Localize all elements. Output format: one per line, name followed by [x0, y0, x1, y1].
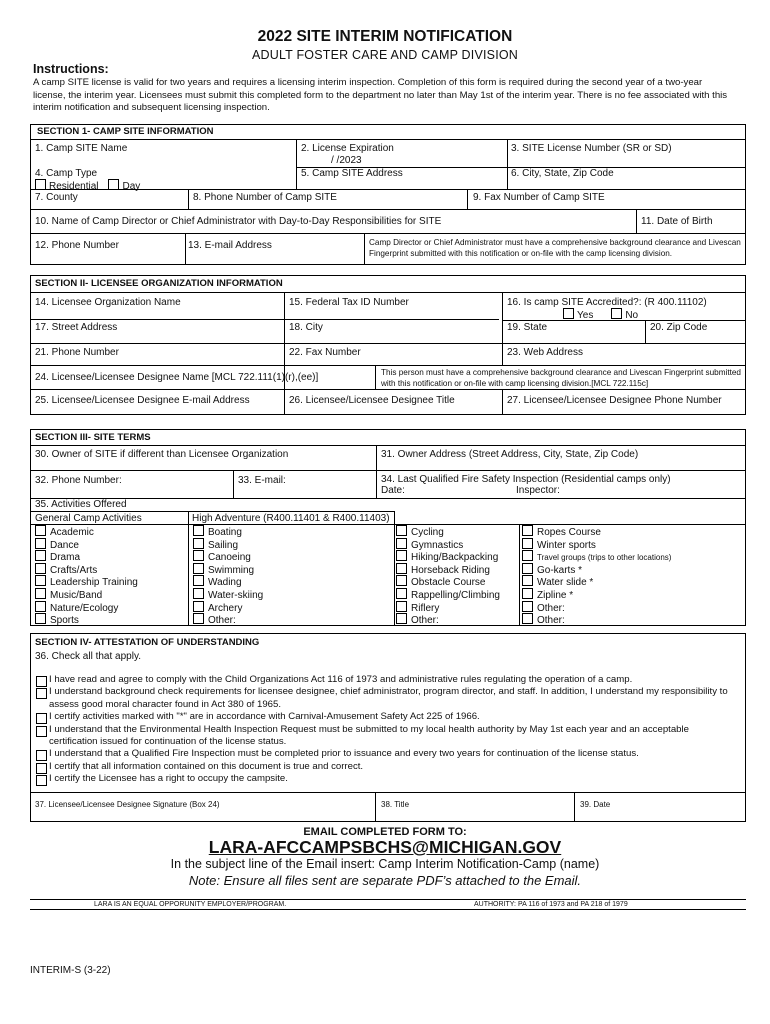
activity-item [193, 550, 263, 563]
activity-label: Ropes Course [537, 527, 601, 538]
activity-label: Gymnastics [411, 539, 464, 551]
section-2-title: SECTION II- LICENSEE ORGANIZATION INFORMATION [35, 278, 283, 289]
activity-item [35, 588, 138, 601]
activity-item [193, 525, 263, 538]
activity-checkbox[interactable] [193, 588, 204, 599]
license-expiration-field[interactable]: 2. License Expiration [301, 143, 394, 154]
site-phone-field[interactable]: 32. Phone Number: [35, 475, 122, 486]
no-label: No [625, 310, 639, 321]
attestation-item [36, 711, 736, 723]
activity-label: Nature/Ecology [50, 602, 119, 614]
activities-column-2 [193, 525, 263, 626]
section-4 [30, 633, 746, 822]
activity-item [396, 525, 500, 538]
activity-checkbox[interactable] [522, 588, 533, 599]
activity-item [193, 588, 263, 601]
accredited-label: 16. Is camp SITE Accredited?: (R 400.11102) [507, 297, 707, 308]
attestation-item [36, 748, 736, 760]
activity-item [35, 601, 138, 614]
activity-checkbox[interactable] [193, 563, 204, 574]
activity-label: Other: [537, 602, 565, 614]
designee-email-field[interactable]: 25. Licensee/Licensee Designee E-mail Address [35, 395, 250, 406]
activity-checkbox[interactable] [522, 563, 533, 574]
activity-checkbox[interactable] [522, 525, 533, 536]
attestation-item [36, 773, 736, 785]
section-4-title: SECTION IV- ATTESTATION OF UNDERSTANDING [35, 637, 260, 648]
day-label: Day [122, 181, 141, 192]
camp-site-address-field[interactable]: 5. Camp SITE Address [301, 168, 403, 179]
activity-item [193, 538, 263, 551]
fire-inspector-field[interactable]: Inspector: [516, 485, 560, 496]
email-note: Note: Ensure all files sent are separate PDF’s attached to the Email. [188, 873, 582, 888]
phone-camp-site-field[interactable]: 8. Phone Number of Camp SITE [193, 192, 337, 203]
attestation-checkbox[interactable] [36, 676, 47, 687]
org-phone-field[interactable]: 21. Phone Number [35, 347, 119, 358]
camp-type-label: 4. Camp Type [35, 168, 98, 179]
activity-checkbox[interactable] [193, 550, 204, 561]
activity-label: Water slide * [537, 577, 594, 589]
activity-label: Archery [208, 602, 243, 614]
zip-field[interactable]: 20. Zip Code [650, 322, 708, 333]
phone-number-field[interactable]: 12. Phone Number [35, 240, 119, 251]
activity-label: Horseback Riding [411, 564, 490, 576]
attestation-item [36, 686, 736, 711]
attestation-text: I understand background check requirements for licensee designee, chief administrator, program director, and staff. In addition, I understand my responsibility to assess good moral character found in Act 380 of 1965. [49, 686, 728, 710]
attestation-checkbox[interactable] [36, 775, 47, 786]
form-subtitle: ADULT FOSTER CARE AND CAMP DIVISION [251, 48, 519, 62]
activity-checkbox[interactable] [396, 575, 407, 586]
attestation-checkbox[interactable] [36, 726, 47, 737]
fax-camp-site-field[interactable]: 9. Fax Number of Camp SITE [473, 192, 605, 203]
activity-item [396, 563, 500, 576]
equal-opportunity-text: LARA IS AN EQUAL OPPORUNITY EMPLOYER/PROGRAM. [94, 901, 287, 908]
city-field[interactable]: 18. City [289, 322, 323, 333]
director-clearance-note: Camp Director or Chief Administrator must have a comprehensive background clearance and Livescan Fingerprint submitted with this notification or on-file with the camp licensing division. [369, 238, 741, 258]
activity-label: Cycling [411, 527, 444, 538]
attestation-item [36, 674, 736, 686]
email-heading: EMAIL COMPLETED FORM TO: [303, 826, 467, 838]
activity-label: Crafts/Arts [50, 564, 98, 576]
activity-checkbox[interactable] [35, 588, 46, 599]
instructions-heading: Instructions: [33, 62, 109, 76]
email-subject-instruction: In the subject line of the Email insert: Camp Interim Notification-Camp (name) [170, 857, 600, 871]
activity-label: Boating [208, 527, 242, 538]
activity-label: Drama [50, 552, 81, 564]
activity-label: Academic [50, 527, 94, 538]
email-address-field[interactable]: 13. E-mail Address [188, 240, 272, 251]
org-fax-field[interactable]: 22. Fax Number [289, 347, 361, 358]
activities-column-4 [522, 525, 671, 626]
activity-label: Riflery [411, 602, 440, 614]
attestation-text: I understand that the Environmental Health Inspection Request must be submitted to my local health authority by May 1st each year and an acceptable certification issued for continuation of the license status. [49, 723, 689, 748]
activity-item [193, 563, 263, 576]
activity-label: Rappelling/Climbing [411, 589, 500, 601]
site-email-field[interactable]: 33. E-mail: [238, 475, 286, 486]
activity-checkbox[interactable] [396, 601, 407, 612]
attestation-item [36, 761, 736, 773]
signature-date-field[interactable]: 39. Date [580, 800, 611, 809]
activity-label: Hiking/Backpacking [411, 552, 499, 564]
activity-item [396, 538, 500, 551]
activity-label: Travel groups (trips to other locations) [537, 553, 672, 563]
fire-inspection-label: 34. Last Qualified Fire Safety Inspection (Residential camps only) [381, 474, 671, 485]
yes-label: Yes [577, 310, 594, 321]
activity-label: Winter sports [537, 539, 596, 551]
attestation-text: I certify activities marked with "*" are in accordance with Carnival-Amusement Safety Act 225 of 1966. [49, 711, 480, 723]
general-activities-heading: General Camp Activities [35, 513, 142, 524]
signature-title-field[interactable]: 38. Title [381, 800, 410, 809]
license-expiration-value: / /2023 [331, 155, 362, 166]
activity-item [396, 588, 500, 601]
activity-checkbox[interactable] [193, 525, 204, 536]
activity-item [193, 613, 263, 626]
activity-checkbox[interactable] [35, 538, 46, 549]
activity-item [522, 538, 671, 551]
form-id: INTERIM-S (3-22) [30, 965, 111, 976]
activity-checkbox[interactable] [522, 538, 533, 549]
designee-clearance-note: This person must have a comprehensive background clearance and Livescan Fingerprint submitted with this notification or on-file with camp licensing division.[MCL 722.115c] [381, 368, 741, 388]
activity-label: Go-karts * [537, 564, 583, 576]
accredited-no-checkbox[interactable] [611, 308, 622, 319]
activity-item [522, 575, 671, 588]
activity-label: Sports [50, 615, 79, 627]
activity-item [522, 588, 671, 601]
tax-id-field[interactable]: 15. Federal Tax ID Number [289, 297, 409, 308]
activity-label: Music/Band [50, 589, 103, 601]
accredited-yes-checkbox[interactable] [563, 308, 574, 319]
activity-checkbox[interactable] [35, 613, 46, 624]
activity-item [396, 613, 500, 626]
attestation-text: I understand that a Qualified Fire Inspection must be completed prior to issuance and every two years for continuation of the license status. [49, 748, 639, 760]
activity-checkbox[interactable] [396, 538, 407, 549]
designee-title-field[interactable]: 26. Licensee/Licensee Designee Title [289, 395, 455, 406]
activity-item [35, 563, 138, 576]
activity-checkbox[interactable] [35, 563, 46, 574]
section-3 [30, 429, 746, 626]
activity-item [396, 601, 500, 614]
activity-label: Water-skiing [208, 589, 264, 601]
activity-item [396, 575, 500, 588]
activity-item [35, 550, 138, 563]
activity-label: Swimming [208, 564, 255, 576]
activity-item [35, 613, 138, 626]
activity-checkbox[interactable] [193, 575, 204, 586]
form-title: 2022 SITE INTERIM NOTIFICATION [257, 28, 513, 45]
activity-checkbox[interactable] [522, 613, 533, 624]
county-field[interactable]: 7. County [35, 192, 78, 203]
signature-field[interactable]: 37. Licensee/Licensee Designee Signature (Box 24) [35, 800, 220, 809]
activity-item [35, 525, 138, 538]
attestation-checkbox[interactable] [36, 763, 47, 774]
attestation-checkbox[interactable] [36, 750, 47, 761]
activity-label: Wading [208, 577, 242, 589]
attestation-text: I have read and agree to comply with the Child Organizations Act 116 of 1973 and administrative rules regulating the operation of a camp. [49, 674, 633, 685]
activity-item [522, 613, 671, 626]
activity-checkbox[interactable] [522, 550, 533, 561]
activity-label: Other: [411, 615, 439, 627]
activity-item [396, 550, 500, 563]
activity-checkbox[interactable] [396, 563, 407, 574]
authority-text: AUTHORITY: PA 116 of 1973 and PA 218 of 1979 [474, 901, 628, 908]
owner-field[interactable]: 30. Owner of SITE if different than Licensee Organization [35, 449, 289, 460]
activity-item [522, 525, 671, 538]
activity-label: Other: [208, 615, 236, 627]
fire-inspection-date-field[interactable]: Date: [381, 485, 405, 496]
activity-label: Leadership Training [50, 577, 138, 589]
city-state-zip-field[interactable]: 6. City, State, Zip Code [511, 168, 614, 179]
activity-checkbox[interactable] [396, 525, 407, 536]
attestation-checkbox[interactable] [36, 688, 47, 699]
section-2 [30, 275, 746, 415]
activity-item [522, 563, 671, 576]
activities-column-1 [35, 525, 138, 626]
activity-label: Other: [537, 615, 565, 627]
activity-checkbox[interactable] [193, 538, 204, 549]
section-3-title: SECTION III- SITE TERMS [35, 432, 151, 443]
activity-label: Sailing [208, 539, 239, 551]
activity-item [193, 601, 263, 614]
email-link[interactable]: LARA-AFCCAMPSBCHS@MICHIGAN.GOV [208, 837, 562, 857]
activities-offered-label: 35. Activities Offered [35, 499, 127, 510]
check-all-label: 36. Check all that apply. [35, 651, 141, 662]
instructions-text: A camp SITE license is valid for two years and requires a licensing interim inspection. Completion of this form is required during the second year of a two-year license, the interim year. Licensees must submit this completed form to the department no later than May 1st of the interim year. There is no fee associated with this interim notification and subsequent licensing inspection. [33, 77, 728, 114]
activities-column-3 [396, 525, 500, 626]
activity-item [35, 575, 138, 588]
residential-label: Residential [49, 181, 99, 192]
designee-phone-field[interactable]: 27. Licensee/Licensee Designee Phone Number [507, 395, 722, 406]
activity-checkbox[interactable] [35, 525, 46, 536]
activity-checkbox[interactable] [396, 588, 407, 599]
street-address-field[interactable]: 17. Street Address [35, 322, 118, 333]
activity-checkbox[interactable] [193, 601, 204, 612]
activity-checkbox[interactable] [522, 575, 533, 586]
activity-label: Canoeing [208, 552, 251, 564]
activity-checkbox[interactable] [396, 613, 407, 624]
activity-checkbox[interactable] [522, 601, 533, 612]
footer-bar [30, 899, 746, 910]
high-adventure-heading: High Adventure (R400.11401 & R400.11403) [192, 513, 390, 524]
activity-item [522, 550, 671, 563]
attestation-text: I certify that all information contained on this document is true and correct. [49, 760, 364, 772]
web-address-field[interactable]: 23. Web Address [507, 347, 583, 358]
date-of-birth-field[interactable]: 11. Date of Birth [641, 216, 713, 227]
attestation-text: I certify the Licensee has a right to occupy the campsite. [49, 773, 288, 785]
attestation-list [36, 674, 736, 786]
camp-director-field[interactable]: 10. Name of Camp Director or Chief Administrator with Day-to-Day Responsibilities for SITE [35, 216, 442, 227]
org-name-field[interactable]: 14. Licensee Organization Name [35, 297, 181, 308]
activity-checkbox[interactable] [35, 601, 46, 612]
activity-item [193, 575, 263, 588]
attestation-checkbox[interactable] [36, 713, 47, 724]
activity-label: Dance [50, 539, 79, 551]
activity-item [522, 601, 671, 614]
section-1 [30, 124, 746, 265]
activity-checkbox[interactable] [35, 575, 46, 586]
state-field[interactable]: 19. State [507, 322, 548, 333]
camp-site-name-field[interactable]: 1. Camp SITE Name [35, 143, 128, 154]
designee-name-field[interactable]: 24. Licensee/Licensee Designee Name [MCL 722.111(1)(r),(ee)] [35, 372, 319, 383]
site-license-number-field[interactable]: 3. SITE License Number (SR or SD) [511, 143, 672, 154]
activity-checkbox[interactable] [35, 550, 46, 561]
activity-label: Obstacle Course [411, 577, 486, 589]
attestation-item [36, 724, 736, 749]
section-1-title: SECTION 1- CAMP SITE INFORMATION [37, 126, 214, 137]
activity-checkbox[interactable] [396, 550, 407, 561]
activity-checkbox[interactable] [193, 613, 204, 624]
activity-item [35, 538, 138, 551]
activity-label: Zipline * [537, 589, 574, 601]
owner-address-field[interactable]: 31. Owner Address (Street Address, City, State, Zip Code) [381, 449, 639, 460]
